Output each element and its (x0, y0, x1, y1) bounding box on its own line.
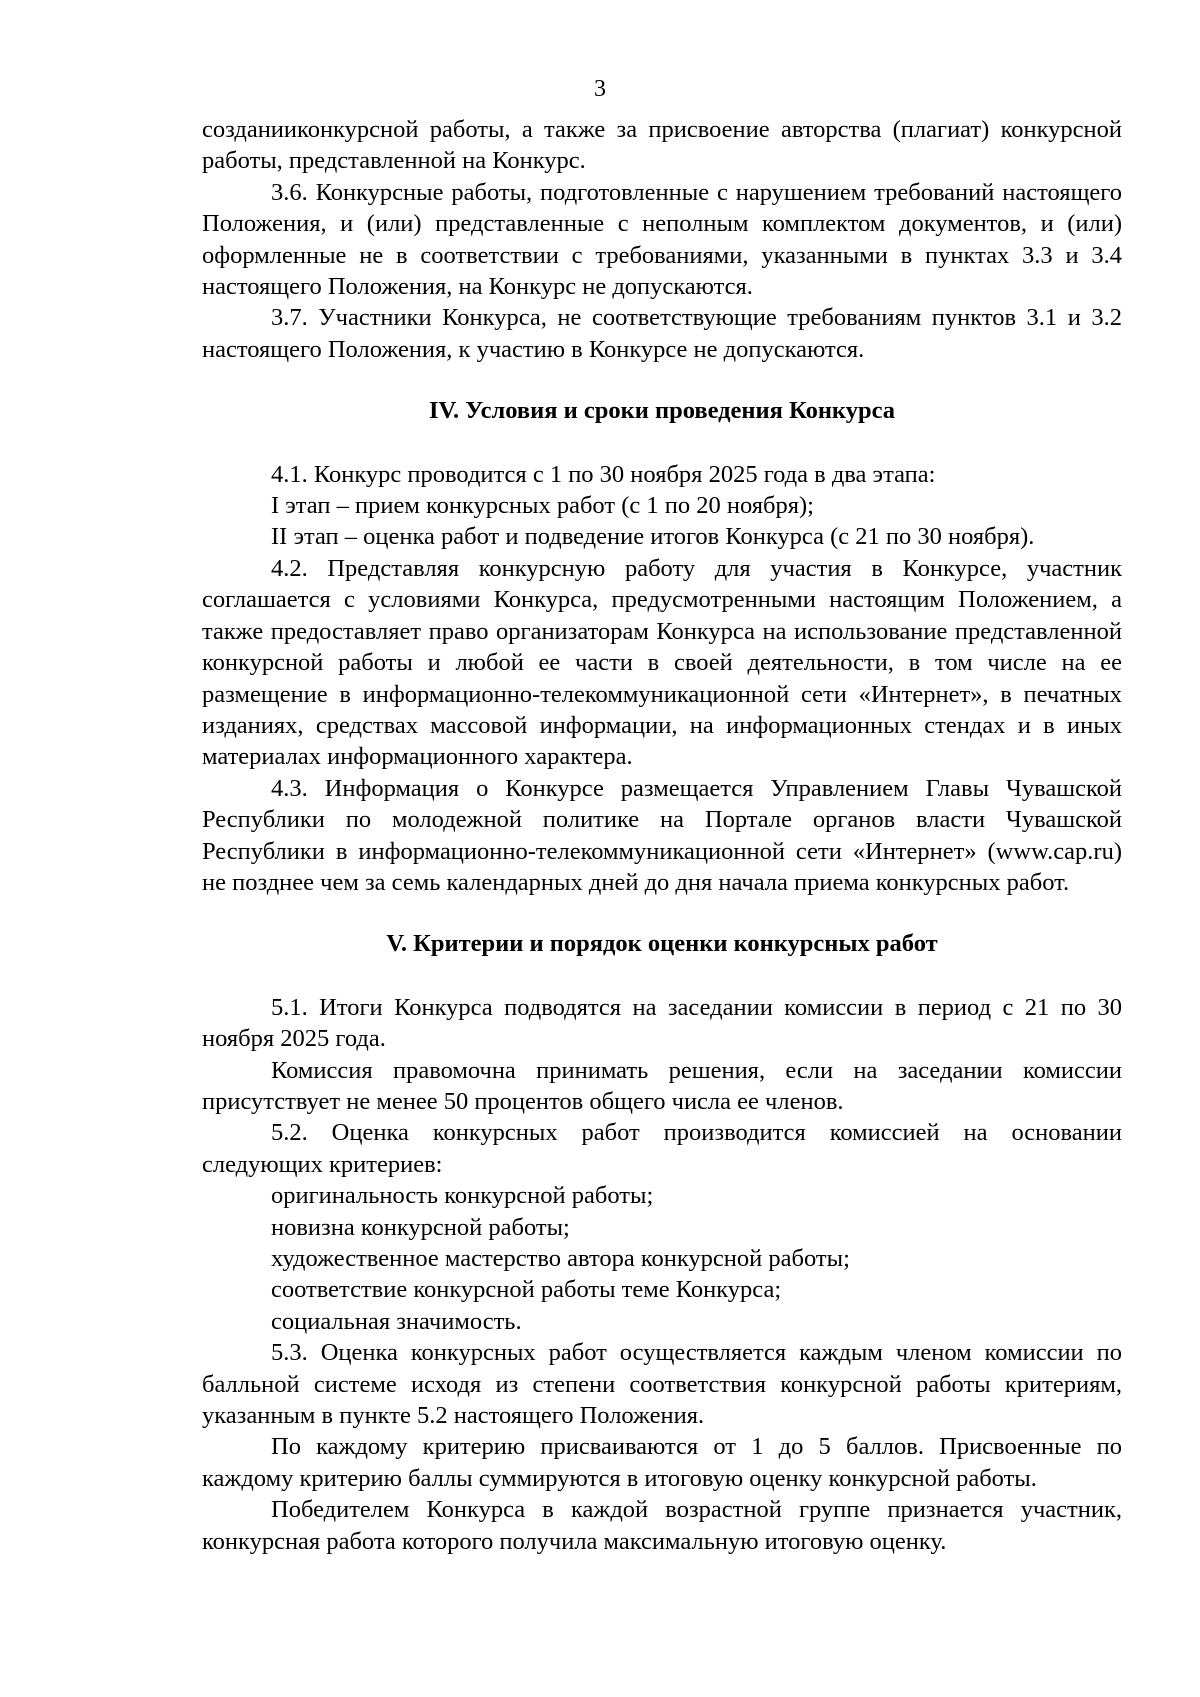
criterion-item: соответствие конкурсной работы теме Конкурса; (271, 1276, 782, 1304)
spacer (202, 960, 1122, 992)
section-5-heading: V. Критерии и порядок оценки конкурсных работ (386, 930, 938, 958)
paragraph-3-6: 3.6. Конкурсные работы, подготовленные с нарушением требований настоящего Положения, и (или) представленные с неполным комплектом документов, и (или) оформленные не в соответствии с требованиями, указанными в пунктах 3.3 и 3.4 настоящего Положения, на Конкурс не допускаются. (202, 178, 1122, 301)
stage-1: I этап – прием конкурсных работ (с 1 по 20 ноября); (271, 492, 814, 520)
paragraph-4-2: 4.2. Представляя конкурсную работу для участия в Конкурсе, участник соглашается с условиями Конкурса, предусмотренными настоящим Положением, а также предоставляет право организаторам Конкурса на использование представленной конкурсной работы и любой ее части в своей деятельности, в том числе на ее размещение в информационно-телекоммуникационной сети «Интернет», в печатных изданиях, средствах массовой информации, на информационных стендах и в иных материалах информационного характера. (202, 554, 1122, 771)
paragraph-3-5-continuation: созданииконкурсной работы, а также за присвоение авторства (плагиат) конкурсной работы, представленной на Конкурс. (202, 116, 1122, 175)
paragraph-5-3-winner: Победителем Конкурса в каждой возрастной группе признается участник, конкурсная работа которого получила максимальную итоговую оценку. (202, 1496, 1122, 1555)
page-number: 3 (594, 76, 606, 102)
spacer (202, 898, 1122, 928)
stage-2: II этап – оценка работ и подведение итогов Конкурса (с 21 по 30 ноября). (271, 523, 1035, 551)
criterion-item: оригинальность конкурсной работы; (271, 1182, 654, 1210)
section-4-heading: IV. Условия и сроки проведения Конкурса (428, 397, 895, 425)
criterion-item: художественное мастерство автора конкурсной работы; (271, 1245, 850, 1272)
paragraph-3-7: 3.7. Участники Конкурса, не соответствующие требованиям пунктов 3.1 и 3.2 настоящего Положения, к участию в Конкурсе не допускаются. (202, 304, 1122, 363)
paragraph-5-3-scoring: По каждому критерию присваиваются от 1 до 5 баллов. Присвоенные по каждому критерию баллы суммируются в итоговую оценку конкурсной работы. (202, 1433, 1122, 1492)
document-body (202, 114, 1122, 1557)
paragraph-4-1: 4.1. Конкурс проводится с 1 по 30 ноября 2025 года в два этапа: (271, 460, 936, 488)
paragraph-5-1: 5.1. Итоги Конкурса подводятся на заседании комиссии в период с 21 по 30 ноября 2025 года. (202, 993, 1122, 1053)
spacer (202, 427, 1122, 459)
criterion-item: новизна конкурсной работы; (271, 1213, 570, 1241)
paragraph-5-2: 5.2. Оценка конкурсных работ производится комиссией на основании следующих критериев: (202, 1119, 1122, 1178)
paragraph-5-1-quorum: Комиссия правомочна принимать решения, если на заседании комиссии присутствует не менее 50 процентов общего числа ее членов. (202, 1056, 1122, 1115)
criterion-item: социальная значимость. (271, 1307, 522, 1335)
spacer (202, 365, 1122, 395)
paragraph-5-3: 5.3. Оценка конкурсных работ осуществляется каждым членом комиссии по балльной системе исходя из степени соответствия конкурсной работы критериям, указанным в пункте 5.2 настоящего Положения. (202, 1339, 1122, 1430)
paragraph-4-3: 4.3. Информация о Конкурсе размещается Управлением Главы Чувашской Республики по молодежной политике на Портале органов власти Чувашской Республики в информационно-телекоммуникационной сети «Интернет» (www.cap.ru) не позднее чем за семь календарных дней до дня начала приема конкурсных работ. (202, 774, 1122, 896)
